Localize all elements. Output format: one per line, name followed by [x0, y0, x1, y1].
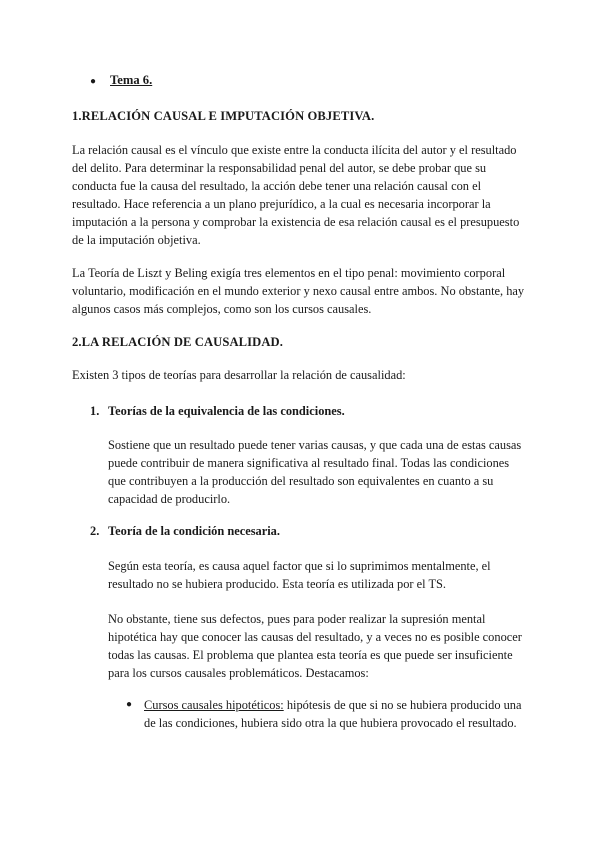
section-2-heading: 2.LA RELACIÓN DE CAUSALIDAD.	[72, 335, 283, 349]
section-1-heading: 1.RELACIÓN CAUSAL E IMPUTACIÓN OBJETIVA.	[72, 109, 375, 123]
theory-2-paragraph-2: No obstante, tiene sus defectos, pues para poder realizar la supresión mental hipotética hay que conocer las causas del resultado, y a veces no es posible conocer todas las causas. El problema que plantea esta teoría es que puede ser insuficiente para los cursos causales problemáticos. Destacamos:	[108, 612, 522, 680]
theory-2-number: 2.	[90, 524, 100, 538]
theory-1-title: Teorías de la equivalencia de las condiciones.	[108, 404, 345, 418]
bullet-icon: ●	[90, 76, 97, 87]
theory-2-title: Teoría de la condición necesaria.	[108, 524, 280, 538]
section-2-intro: Existen 3 tipos de teorías para desarrollar la relación de causalidad:	[72, 368, 406, 382]
list-item	[126, 696, 526, 732]
section-1-paragraph-2: La Teoría de Liszt y Beling exigía tres elementos en el tipo penal: movimiento corporal voluntario, modificación en el mundo exterior y nexo causal entre ambos. No obstante, hay algunos casos más complejos, como son los cursos causales.	[72, 266, 525, 316]
theory-1-number: 1.	[90, 404, 100, 418]
theory-1-heading	[90, 402, 345, 420]
list-item-body	[144, 696, 526, 732]
theory-2-heading	[90, 522, 280, 540]
bullet-icon: ●	[126, 699, 133, 710]
topic-label: Tema 6.	[110, 73, 153, 87]
list-item-text: hipótesis de que si no se hubiera producido una de las condiciones, hubiera sido otra la que hubiera provocado el resultado.	[144, 698, 522, 730]
theory-2-paragraph-1: Según esta teoría, es causa aquel factor que si lo suprimimos mentalmente, el resultado no se hubiera producido. Esta teoría es utilizada por el TS.	[108, 559, 491, 591]
topic-title	[90, 71, 152, 91]
section-1-paragraph-1: La relación causal es el vínculo que existe entre la conducta ilícita del autor y el resultado del delito. Para determinar la responsabilidad penal del autor, se debe probar que su conducta fue la causa del resultado, la acción debe tener una relación causal con el resultado. Hace referencia a un plano prejurídico, a la cual es necesaria incorporar la imputación a la persona y comprobar la existencia de esa relación causal es el presupuesto de la imputación objetiva.	[72, 143, 520, 247]
theory-1-paragraph: Sostiene que un resultado puede tener varias causas, y que cada una de estas causas puede contribuir de manera significativa al resultado final. Todas las condiciones que contribuyen a la producción del resultado son equivalentes en cuanto a su capacidad de producirlo.	[108, 438, 522, 506]
list-item-term: Cursos causales hipotéticos:	[144, 698, 284, 712]
